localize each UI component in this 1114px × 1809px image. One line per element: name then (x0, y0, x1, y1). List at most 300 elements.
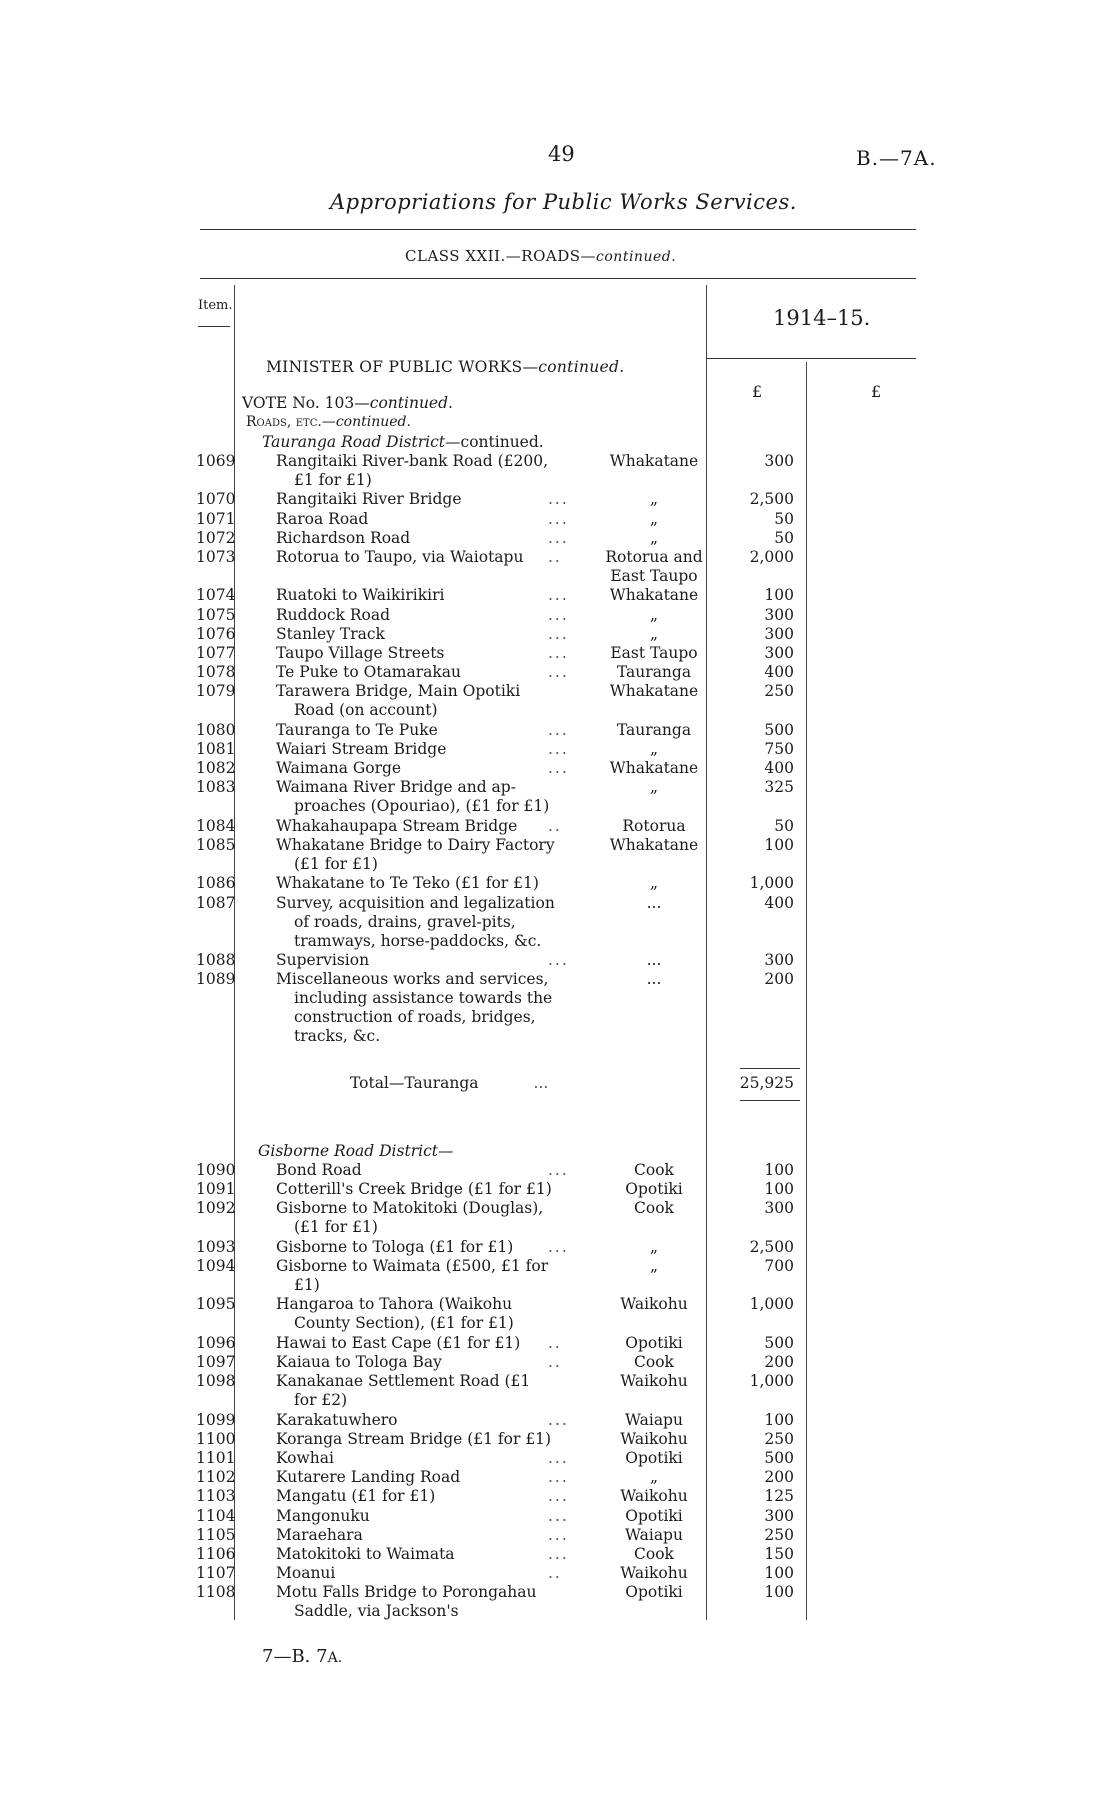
constituency-line: „ (649, 778, 659, 797)
item-description (276, 1487, 576, 1506)
class-heading: CLASS XXII.—ROADS—continued. (405, 247, 677, 265)
description-line: Rotorua to Taupo, via Waiotapu (276, 548, 524, 566)
constituency (584, 663, 724, 682)
item-description (276, 510, 576, 529)
item-description (276, 1257, 576, 1295)
roads-heading: Roads, etc.—continued. (246, 414, 411, 430)
constituency-line: Cook (634, 1353, 674, 1371)
description-line: Whakatane Bridge to Dairy Factory (276, 836, 555, 854)
item-description (276, 490, 576, 509)
leader-dots: ... (548, 586, 569, 605)
constituency (584, 874, 724, 893)
amount: 2,500 (749, 490, 794, 509)
item-number: 1092 (196, 1199, 236, 1218)
item-number: 1078 (196, 663, 236, 682)
amount: 500 (764, 1449, 794, 1467)
description-line: Taupo Village Streets (276, 644, 445, 662)
item-description (276, 682, 576, 720)
item-description (276, 1507, 576, 1526)
item-number: 1096 (196, 1333, 236, 1352)
constituency-line: Cook (634, 1545, 674, 1563)
constituency (584, 1526, 724, 1545)
constituency-line: „ (649, 1468, 659, 1487)
constituency (584, 586, 724, 605)
amount: 1,000 (749, 1295, 794, 1314)
description-line: (£1 for £1) (294, 1218, 378, 1237)
constituency (584, 529, 724, 548)
item-number: 1095 (196, 1295, 236, 1314)
item-description (276, 874, 576, 893)
description-line: Richardson Road (276, 528, 411, 547)
constituency-line: „ (649, 605, 659, 624)
leader-dots: ... (548, 663, 569, 682)
leader-dots: ... (548, 509, 569, 528)
item-description (276, 1199, 576, 1237)
constituency-line: Tauranga (616, 720, 692, 739)
item-header-underline (198, 326, 230, 327)
constituency (584, 951, 724, 970)
constituency-line: Waiapu (625, 1525, 683, 1544)
amount: 700 (764, 1257, 794, 1275)
constituency (584, 1564, 724, 1583)
constituency (584, 490, 724, 509)
item-number: 1085 (196, 836, 236, 854)
constituency-line: Whakatane (609, 586, 699, 605)
description-line: Whakatane to Te Teko (£1 for £1) (276, 874, 539, 893)
year-header-rule (706, 358, 916, 359)
amount: 100 (764, 1161, 794, 1179)
description-line: Waimana Gorge (276, 759, 402, 778)
minister-heading: MINISTER OF PUBLIC WORKS—continued. (266, 358, 625, 376)
description-line: Hawai to East Cape (£1 for £1) (276, 1333, 521, 1352)
item-description (276, 836, 576, 874)
amount: 200 (764, 1468, 794, 1487)
constituency (584, 894, 724, 913)
description-line: including assistance towards the (294, 989, 553, 1008)
item-number: 1107 (196, 1564, 236, 1583)
item-number: 1069 (196, 452, 236, 470)
constituency (584, 836, 724, 855)
constituency-line: Whakatane (609, 452, 699, 470)
constituency-line: „ (649, 624, 659, 643)
constituency (584, 1257, 724, 1276)
description-line: Saddle, via Jackson's (294, 1602, 459, 1621)
item-number: 1091 (196, 1180, 236, 1199)
constituency-line: Whakatane (609, 759, 699, 778)
item-description (276, 625, 576, 644)
description-line: Supervision (276, 951, 370, 970)
leader-dots: ... (548, 1449, 569, 1467)
constituency-line: „ (649, 874, 659, 893)
description-line: construction of roads, bridges, (294, 1008, 536, 1027)
page-title: Appropriations for Public Works Services. (330, 190, 797, 214)
description-line: tramways, horse-paddocks, &c. (294, 931, 542, 950)
constituency (584, 970, 724, 989)
item-number: 1072 (196, 528, 236, 547)
constituency-line: Tauranga (616, 663, 692, 682)
page-number: 49 (548, 142, 575, 166)
amount: 500 (764, 1333, 794, 1352)
constituency (584, 625, 724, 644)
constituency-line: Cook (634, 1161, 674, 1179)
constituency (584, 740, 724, 759)
constituency-line: Rotorua (622, 816, 686, 835)
amount: 400 (764, 893, 794, 912)
description-line: Waiari Stream Bridge (276, 740, 447, 758)
constituency-line: Opotiki (625, 1333, 683, 1352)
constituency (584, 1372, 724, 1391)
description-line: Maraehara (276, 1525, 363, 1544)
constituency (584, 1238, 724, 1257)
item-description (276, 970, 576, 1046)
description-line: for £2) (294, 1391, 348, 1410)
description-line: Karakatuwhero (276, 1410, 398, 1429)
amount: 100 (764, 1583, 794, 1602)
leader-dots: ... (548, 624, 569, 643)
description-line: Motu Falls Bridge to Porongahau (276, 1583, 537, 1602)
item-description (276, 1583, 576, 1621)
description-line: of roads, drains, gravel-pits, (294, 912, 516, 931)
item-description (276, 721, 576, 740)
description-line: Kowhai (276, 1449, 334, 1467)
amount: 300 (764, 644, 794, 662)
constituency-line: Waikohu (620, 1564, 688, 1583)
item-description (276, 606, 576, 625)
total-top-rule (740, 1068, 800, 1069)
item-number: 1098 (196, 1372, 236, 1391)
item-number: 1100 (196, 1429, 236, 1448)
leader-dots: ... (548, 605, 569, 624)
amount: 100 (764, 1410, 794, 1429)
item-description (276, 452, 576, 490)
tauranga-total-amount: 25,925 (739, 1074, 794, 1092)
leader-dots: ... (548, 1161, 569, 1179)
constituency-line: Waikohu (620, 1372, 688, 1391)
leader-dots: .. (548, 816, 562, 835)
amount: 300 (764, 605, 794, 624)
constituency-line: Waikohu (620, 1429, 688, 1448)
amount: 200 (764, 970, 794, 989)
description-line: Road (on account) (294, 701, 438, 720)
item-number: 1071 (196, 509, 236, 528)
item-description (276, 951, 576, 970)
amount: 50 (774, 528, 794, 547)
description-line: tracks, &c. (294, 1027, 381, 1046)
constituency (584, 1507, 724, 1526)
description-line: Ruddock Road (276, 605, 390, 624)
leader-dots: ... (548, 1487, 569, 1506)
item-description (276, 1295, 576, 1333)
item-description (276, 644, 576, 663)
item-description (276, 1334, 576, 1353)
item-description (276, 817, 576, 836)
constituency (584, 606, 724, 625)
description-line: Kutarere Landing Road (276, 1468, 461, 1487)
constituency-line: Opotiki (625, 1583, 683, 1602)
leader-dots: ... (548, 1506, 569, 1525)
item-description (276, 548, 576, 567)
item-number: 1101 (196, 1449, 236, 1467)
item-description (276, 740, 576, 759)
constituency (584, 644, 724, 663)
year-column-header: 1914–15. (773, 306, 871, 330)
item-description (276, 529, 576, 548)
constituency-line: Whakatane (609, 682, 699, 701)
description-line: Matokitoki to Waimata (276, 1545, 455, 1563)
item-number: 1082 (196, 759, 236, 778)
item-number: 1079 (196, 682, 236, 701)
constituency (584, 1545, 724, 1564)
description-line: Whakahaupapa Stream Bridge (276, 816, 518, 835)
constituency (584, 1161, 724, 1180)
constituency (584, 682, 724, 701)
item-description (276, 1411, 576, 1430)
constituency (584, 759, 724, 778)
amount: 300 (764, 1506, 794, 1525)
item-number: 1094 (196, 1257, 236, 1275)
description-line: Gisborne to Matokitoki (Douglas), (276, 1199, 544, 1218)
item-number: 1099 (196, 1410, 236, 1429)
amount: 325 (764, 778, 794, 797)
description-line: Miscellaneous works and services, (276, 970, 549, 989)
constituency-line: East Taupo (610, 644, 698, 662)
item-number: 1105 (196, 1525, 236, 1544)
leader-dots: ... (548, 720, 569, 739)
leader-dots: ... (548, 1410, 569, 1429)
description-line: Kaiaua to Tologa Bay (276, 1353, 442, 1371)
constituency (584, 1295, 724, 1314)
description-line: Ruatoki to Waikirikiri (276, 586, 445, 605)
gisborne-district-heading: Gisborne Road District— (258, 1142, 454, 1160)
table-top-rule (200, 278, 916, 279)
item-description (276, 1430, 576, 1449)
item-description (276, 1545, 576, 1564)
item-description (276, 1564, 576, 1583)
description-line: Cotterill's Creek Bridge (£1 for £1) (276, 1180, 552, 1199)
total-bottom-rule (740, 1100, 800, 1101)
leader-dots: ... (548, 740, 569, 758)
item-column-header: Item. (198, 298, 233, 313)
item-number: 1087 (196, 893, 236, 912)
constituency-line: „ (649, 528, 659, 547)
constituency (584, 1180, 724, 1199)
amount: 300 (764, 951, 794, 970)
amount: 300 (764, 624, 794, 643)
tauranga-total-label: Total—Tauranga ... (350, 1074, 549, 1092)
amount: 100 (764, 1564, 794, 1583)
amount-column-divider (806, 362, 807, 1620)
constituency-line: Waiapu (625, 1410, 683, 1429)
amount: 150 (764, 1545, 794, 1563)
leader-dots: ... (548, 644, 569, 662)
amount: 1,000 (749, 1372, 794, 1391)
description-line: Te Puke to Otamarakau (276, 663, 462, 682)
constituency (584, 1449, 724, 1468)
item-number: 1083 (196, 778, 236, 797)
amount: 200 (764, 1353, 794, 1371)
item-description (276, 1180, 576, 1199)
leader-dots: ... (548, 1468, 569, 1487)
leader-dots: ... (548, 528, 569, 547)
item-number: 1097 (196, 1353, 236, 1371)
description-line: £1) (294, 1276, 320, 1294)
item-number: 1106 (196, 1545, 236, 1563)
description-line: Kanakanae Settlement Road (£1 (276, 1372, 531, 1391)
leader-dots: ... (548, 759, 569, 778)
constituency-line: „ (649, 1257, 659, 1275)
leader-dots: ... (548, 1545, 569, 1563)
item-number: 1080 (196, 720, 236, 739)
amount: 100 (764, 836, 794, 854)
description-line: Gisborne to Tologa (£1 for £1) (276, 1237, 514, 1256)
constituency (584, 1583, 724, 1602)
amount: 2,000 (749, 548, 794, 566)
item-number: 1108 (196, 1583, 236, 1602)
constituency (584, 1353, 724, 1372)
item-number: 1102 (196, 1468, 236, 1487)
description-line: Gisborne to Waimata (£500, £1 for (276, 1257, 549, 1275)
description-line: County Section), (£1 for £1) (294, 1314, 514, 1333)
description-line: Tarawera Bridge, Main Opotiki (276, 682, 521, 701)
title-rule (200, 229, 916, 230)
amount: 125 (764, 1487, 794, 1506)
description-line: Raroa Road (276, 509, 369, 528)
currency-label-total: £ (871, 382, 882, 401)
description-line: proaches (Opouriao), (£1 for £1) (294, 797, 550, 816)
amount: 400 (764, 663, 794, 682)
amount: 300 (764, 1199, 794, 1218)
description-line: Rangitaiki River Bridge (276, 490, 462, 509)
amount: 300 (764, 452, 794, 470)
amount: 400 (764, 759, 794, 778)
item-number: 1103 (196, 1487, 236, 1506)
document-reference: B.—7A. (856, 146, 937, 170)
item-number: 1089 (196, 970, 236, 989)
description-line: Waimana River Bridge and ap- (276, 778, 516, 797)
item-number: 1086 (196, 874, 236, 893)
amount: 500 (764, 720, 794, 739)
constituency-line: „ (649, 490, 659, 509)
amount: 250 (764, 1525, 794, 1544)
amount: 100 (764, 1180, 794, 1199)
item-number: 1074 (196, 586, 236, 605)
item-number: 1077 (196, 644, 236, 662)
amount: 100 (764, 586, 794, 605)
description-line: Mangonuku (276, 1506, 370, 1525)
item-description (276, 1372, 576, 1410)
leader-dots: .. (548, 1333, 562, 1352)
item-description (276, 1449, 576, 1468)
constituency (584, 817, 724, 836)
constituency-line: Waikohu (620, 1295, 688, 1314)
description-line: Stanley Track (276, 624, 385, 643)
item-description (276, 1161, 576, 1180)
constituency-line: Waikohu (620, 1487, 688, 1506)
leader-dots: .. (548, 1564, 562, 1583)
constituency (584, 721, 724, 740)
constituency-line: East Taupo (610, 567, 698, 585)
constituency-line: ... (646, 970, 662, 989)
constituency-line: Opotiki (625, 1449, 683, 1467)
item-number: 1088 (196, 951, 236, 970)
description-line: Tauranga to Te Puke (276, 720, 438, 739)
description-line: Rangitaiki River-bank Road (£200, (276, 452, 549, 470)
leader-dots: ... (548, 1237, 569, 1256)
item-number: 1084 (196, 816, 236, 835)
amount: 1,000 (749, 874, 794, 893)
vote-heading: VOTE No. 103—continued. (242, 394, 453, 412)
leader-dots: .. (548, 1353, 562, 1371)
constituency-line: „ (649, 509, 659, 528)
constituency (584, 1334, 724, 1353)
leader-dots: ... (548, 1525, 569, 1544)
constituency (584, 510, 724, 529)
footer-signature: 7—B. 7A. (262, 1646, 343, 1667)
constituency-line: Cook (634, 1199, 674, 1218)
description-line: Moanui (276, 1564, 336, 1583)
item-description (276, 586, 576, 605)
tauranga-district-heading: Tauranga Road District—continued. (262, 433, 544, 451)
item-description (276, 1526, 576, 1545)
constituency (584, 1199, 724, 1218)
item-number: 1081 (196, 740, 236, 758)
constituency-line: Whakatane (609, 836, 699, 854)
constituency (584, 1430, 724, 1449)
description-line: Bond Road (276, 1161, 362, 1179)
constituency-line: ... (646, 893, 662, 912)
constituency (584, 1468, 724, 1487)
item-description (276, 1353, 576, 1372)
item-description (276, 759, 576, 778)
item-number: 1076 (196, 624, 236, 643)
constituency-line: „ (649, 740, 659, 758)
constituency-line: Opotiki (625, 1506, 683, 1525)
description-line: (£1 for £1) (294, 855, 378, 873)
amount: 50 (774, 509, 794, 528)
constituency-line: „ (649, 1237, 659, 1256)
item-number: 1075 (196, 605, 236, 624)
item-number: 1093 (196, 1237, 236, 1256)
item-number: 1104 (196, 1506, 236, 1525)
constituency-line: Opotiki (625, 1180, 683, 1199)
description-line: Koranga Stream Bridge (£1 for £1) (276, 1429, 552, 1448)
currency-label-amount: £ (752, 382, 763, 401)
item-description (276, 1468, 576, 1487)
item-description (276, 1238, 576, 1257)
item-number: 1073 (196, 548, 236, 566)
amount: 250 (764, 1429, 794, 1448)
description-line: £1 for £1) (294, 471, 372, 489)
leader-dots: ... (548, 490, 569, 509)
amount: 750 (764, 740, 794, 758)
item-number: 1090 (196, 1161, 236, 1179)
constituency-line: ... (646, 951, 662, 970)
amount: 2,500 (749, 1237, 794, 1256)
description-line: Hangaroa to Tahora (Waikohu (276, 1295, 513, 1314)
item-description (276, 663, 576, 682)
constituency (584, 778, 724, 797)
description-line: Survey, acquisition and legalization (276, 893, 555, 912)
constituency-line: Rotorua and (605, 548, 703, 566)
description-line: Mangatu (£1 for £1) (276, 1487, 436, 1506)
constituency (584, 1411, 724, 1430)
item-description (276, 894, 576, 951)
leader-dots: ... (548, 951, 569, 970)
amount: 250 (764, 682, 794, 701)
amount: 50 (774, 816, 794, 835)
item-number: 1070 (196, 490, 236, 509)
item-description (276, 778, 576, 816)
